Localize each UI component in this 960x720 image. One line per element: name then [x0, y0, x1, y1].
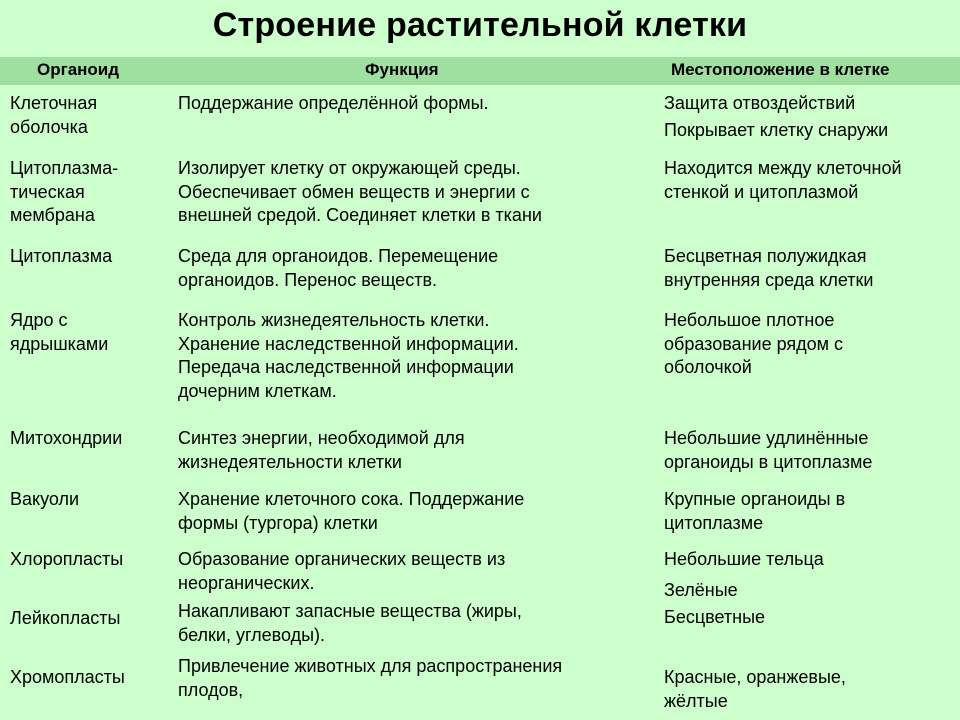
row-7-function: Образование органических веществ из неорганических.	[178, 549, 506, 593]
row-9-organoid: Хромопласты	[10, 667, 125, 687]
row-9-function: Привлечение животных для распространения плодов,	[178, 656, 563, 700]
row-7-organoid: Хлоропласты	[10, 549, 124, 569]
header-location: Местоположение в клетке	[671, 60, 890, 79]
row-2-function: Изолирует клетку от окружающей среды. Обеспечивает обмен веществ и энергии с внешней средой. Соединяет клетки в ткани	[178, 158, 542, 225]
row-3-location: Бесцветная полужидкая внутренняя среда клетки	[664, 246, 874, 290]
row-6-organoid: Вакуоли	[10, 489, 80, 509]
header-organoid: Органоид	[37, 60, 120, 79]
row-8-function: Накапливают запасные вещества (жиры, белки, углеводы).	[178, 601, 522, 645]
row-6-location: Крупные органоиды в цитоплазме	[664, 489, 846, 533]
row-4-organoid: Ядро с ядрышками	[10, 310, 109, 354]
row-1-organoid: Клеточная оболочка	[10, 93, 98, 137]
row-4-location: Небольшое плотное образование рядом с оболочкой	[664, 310, 844, 377]
row-8-organoid: Лейкопласты	[10, 608, 121, 628]
row-3-function: Среда для органоидов. Перемещение органоидов. Перенос веществ.	[178, 246, 499, 290]
row-3-organoid: Цитоплазма	[10, 246, 113, 266]
row-7-location: Небольшие тельца Зелёные	[664, 549, 824, 600]
page-title: Строение растительной клетки	[212, 6, 748, 44]
row-1-location: Защита отвоздействий Покрывает клетку снаружи	[664, 93, 889, 140]
row-6-function: Хранение клеточного сока. Поддержание формы (тургора) клетки	[178, 489, 525, 533]
table-header	[0, 57, 960, 85]
header-function: Функция	[365, 60, 439, 79]
row-8-location: Бесцветные	[664, 607, 766, 627]
row-5-organoid: Митохондрии	[10, 428, 123, 448]
row-2-organoid: Цитоплазма- тическая мембрана	[10, 158, 119, 225]
row-4-function: Контроль жизнедеятельность клетки. Хранение наследственной информации. Передача наследственной информации дочерним клеткам.	[178, 310, 519, 401]
row-5-location: Небольшие удлинённые органоиды в цитоплазме	[664, 428, 873, 472]
row-2-location: Находится между клеточной стенкой и цитоплазмой	[664, 158, 902, 202]
row-9-location: Красные, оранжевые, жёлтые	[664, 667, 846, 711]
row-5-function: Синтез энергии, необходимой для жизнедеятельности клетки	[178, 428, 465, 472]
row-1-function: Поддержание определённой формы.	[178, 93, 489, 113]
